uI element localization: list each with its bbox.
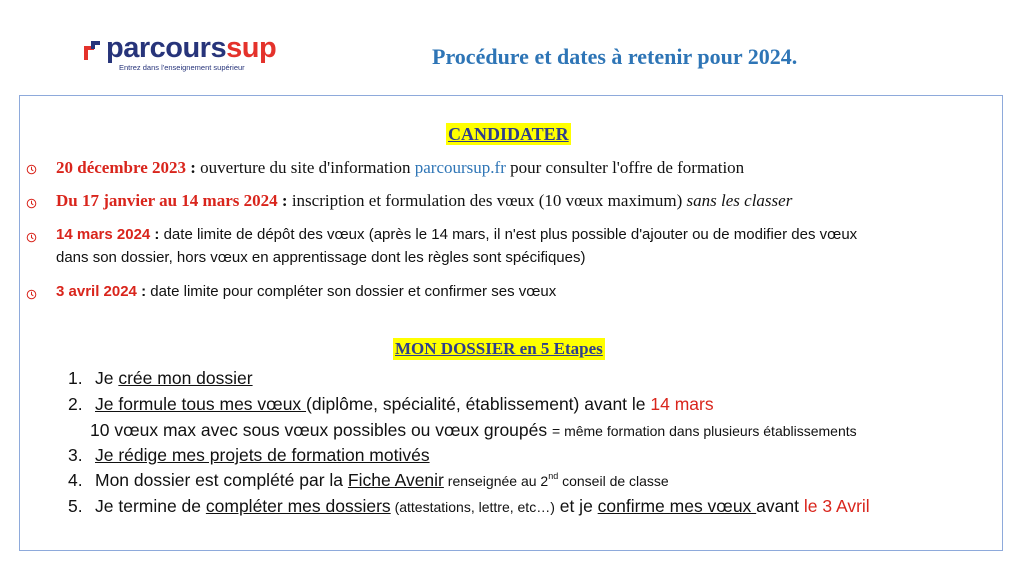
dossier-step: 4. Mon dossier est complété par la Fiche Avenir renseignée au 2nd conseil de classe [68, 470, 669, 490]
candidater-item: 14 mars 2024 : date limite de dépôt des vœux (après le 14 mars, il n'est plus possible d'ajouter ou de modifier des vœux [56, 226, 858, 243]
dossier-step: 3. Je rédige mes projets de formation motivés [68, 445, 430, 465]
candidater-heading: CANDIDATER [448, 124, 569, 144]
clock-bullet-icon [26, 198, 37, 209]
page-title: Procédure et dates à retenir pour 2024. [432, 44, 798, 69]
dossier-heading: MON DOSSIER en 5 Etapes [395, 339, 603, 358]
logo-wordmark: parcourssup [106, 32, 277, 64]
logo-mark-icon [82, 38, 108, 64]
logo-tagline: Entrez dans l'enseignement supérieur [119, 63, 245, 72]
dossier-step: 2. Je formule tous mes vœux (diplôme, spécialité, établissement) avant le 14 mars [68, 394, 714, 414]
candidater-item-continuation: dans son dossier, hors vœux en apprentissage dont les règles sont spécifiques) [56, 249, 586, 266]
clock-bullet-icon [26, 232, 37, 243]
dossier-step-note: 10 vœux max avec sous vœux possibles ou vœux groupés = même formation dans plusieurs établissements [90, 420, 857, 440]
candidater-item: 20 décembre 2023 : ouverture du site d'information parcoursup.fr pour consulter l'offre de formation [56, 158, 745, 177]
parcoursup-link[interactable]: parcoursup.fr [414, 158, 506, 177]
clock-bullet-icon [26, 289, 37, 300]
candidater-item: Du 17 janvier au 14 mars 2024 : inscription et formulation des vœux (10 vœux maximum) sans les classer [56, 191, 793, 210]
candidater-item: 3 avril 2024 : date limite pour compléter son dossier et confirmer ses vœux [56, 283, 557, 300]
dossier-step: 1. Je crée mon dossier [68, 368, 253, 388]
dossier-step: 5. Je termine de compléter mes dossiers (attestations, lettre, etc…) et je confirme mes vœux avant le 3 Avril [68, 496, 870, 516]
clock-bullet-icon [26, 164, 37, 175]
parcoursup-logo [82, 34, 282, 74]
